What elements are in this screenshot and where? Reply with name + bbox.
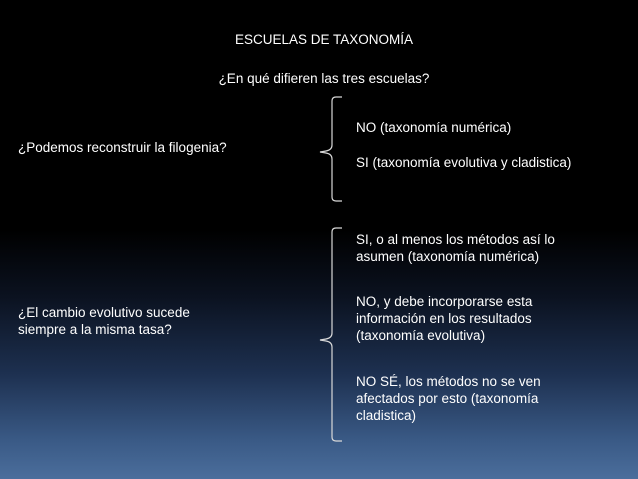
slide-subtitle: ¿En qué difieren las tres escuelas?: [218, 71, 430, 86]
answer-no-evolutionary: NO, y debe incorporarse esta información en los resultados (taxonomía evolutiva): [356, 294, 533, 343]
slide-title: ESCUELAS DE TAXONOMÍA: [234, 32, 414, 47]
answer-yes-evolutionary-cladistic: SI (taxonomía evolutiva y cladistica): [356, 155, 572, 170]
answer-yes-numerical: SI, o al menos los métodos así lo asumen (taxonomía numérica): [356, 232, 555, 264]
answer-dont-know-cladistic: NO SÉ, los métodos no se ven afectados por esto (taxonomía cladistica): [356, 374, 541, 423]
question-evolutionary-rate: ¿El cambio evolutivo sucede siempre a la misma tasa?: [18, 305, 190, 337]
answer-no-numerical: NO (taxonomía numérica): [356, 120, 512, 135]
question-phylogeny: ¿Podemos reconstruir la filogenia?: [18, 140, 227, 155]
